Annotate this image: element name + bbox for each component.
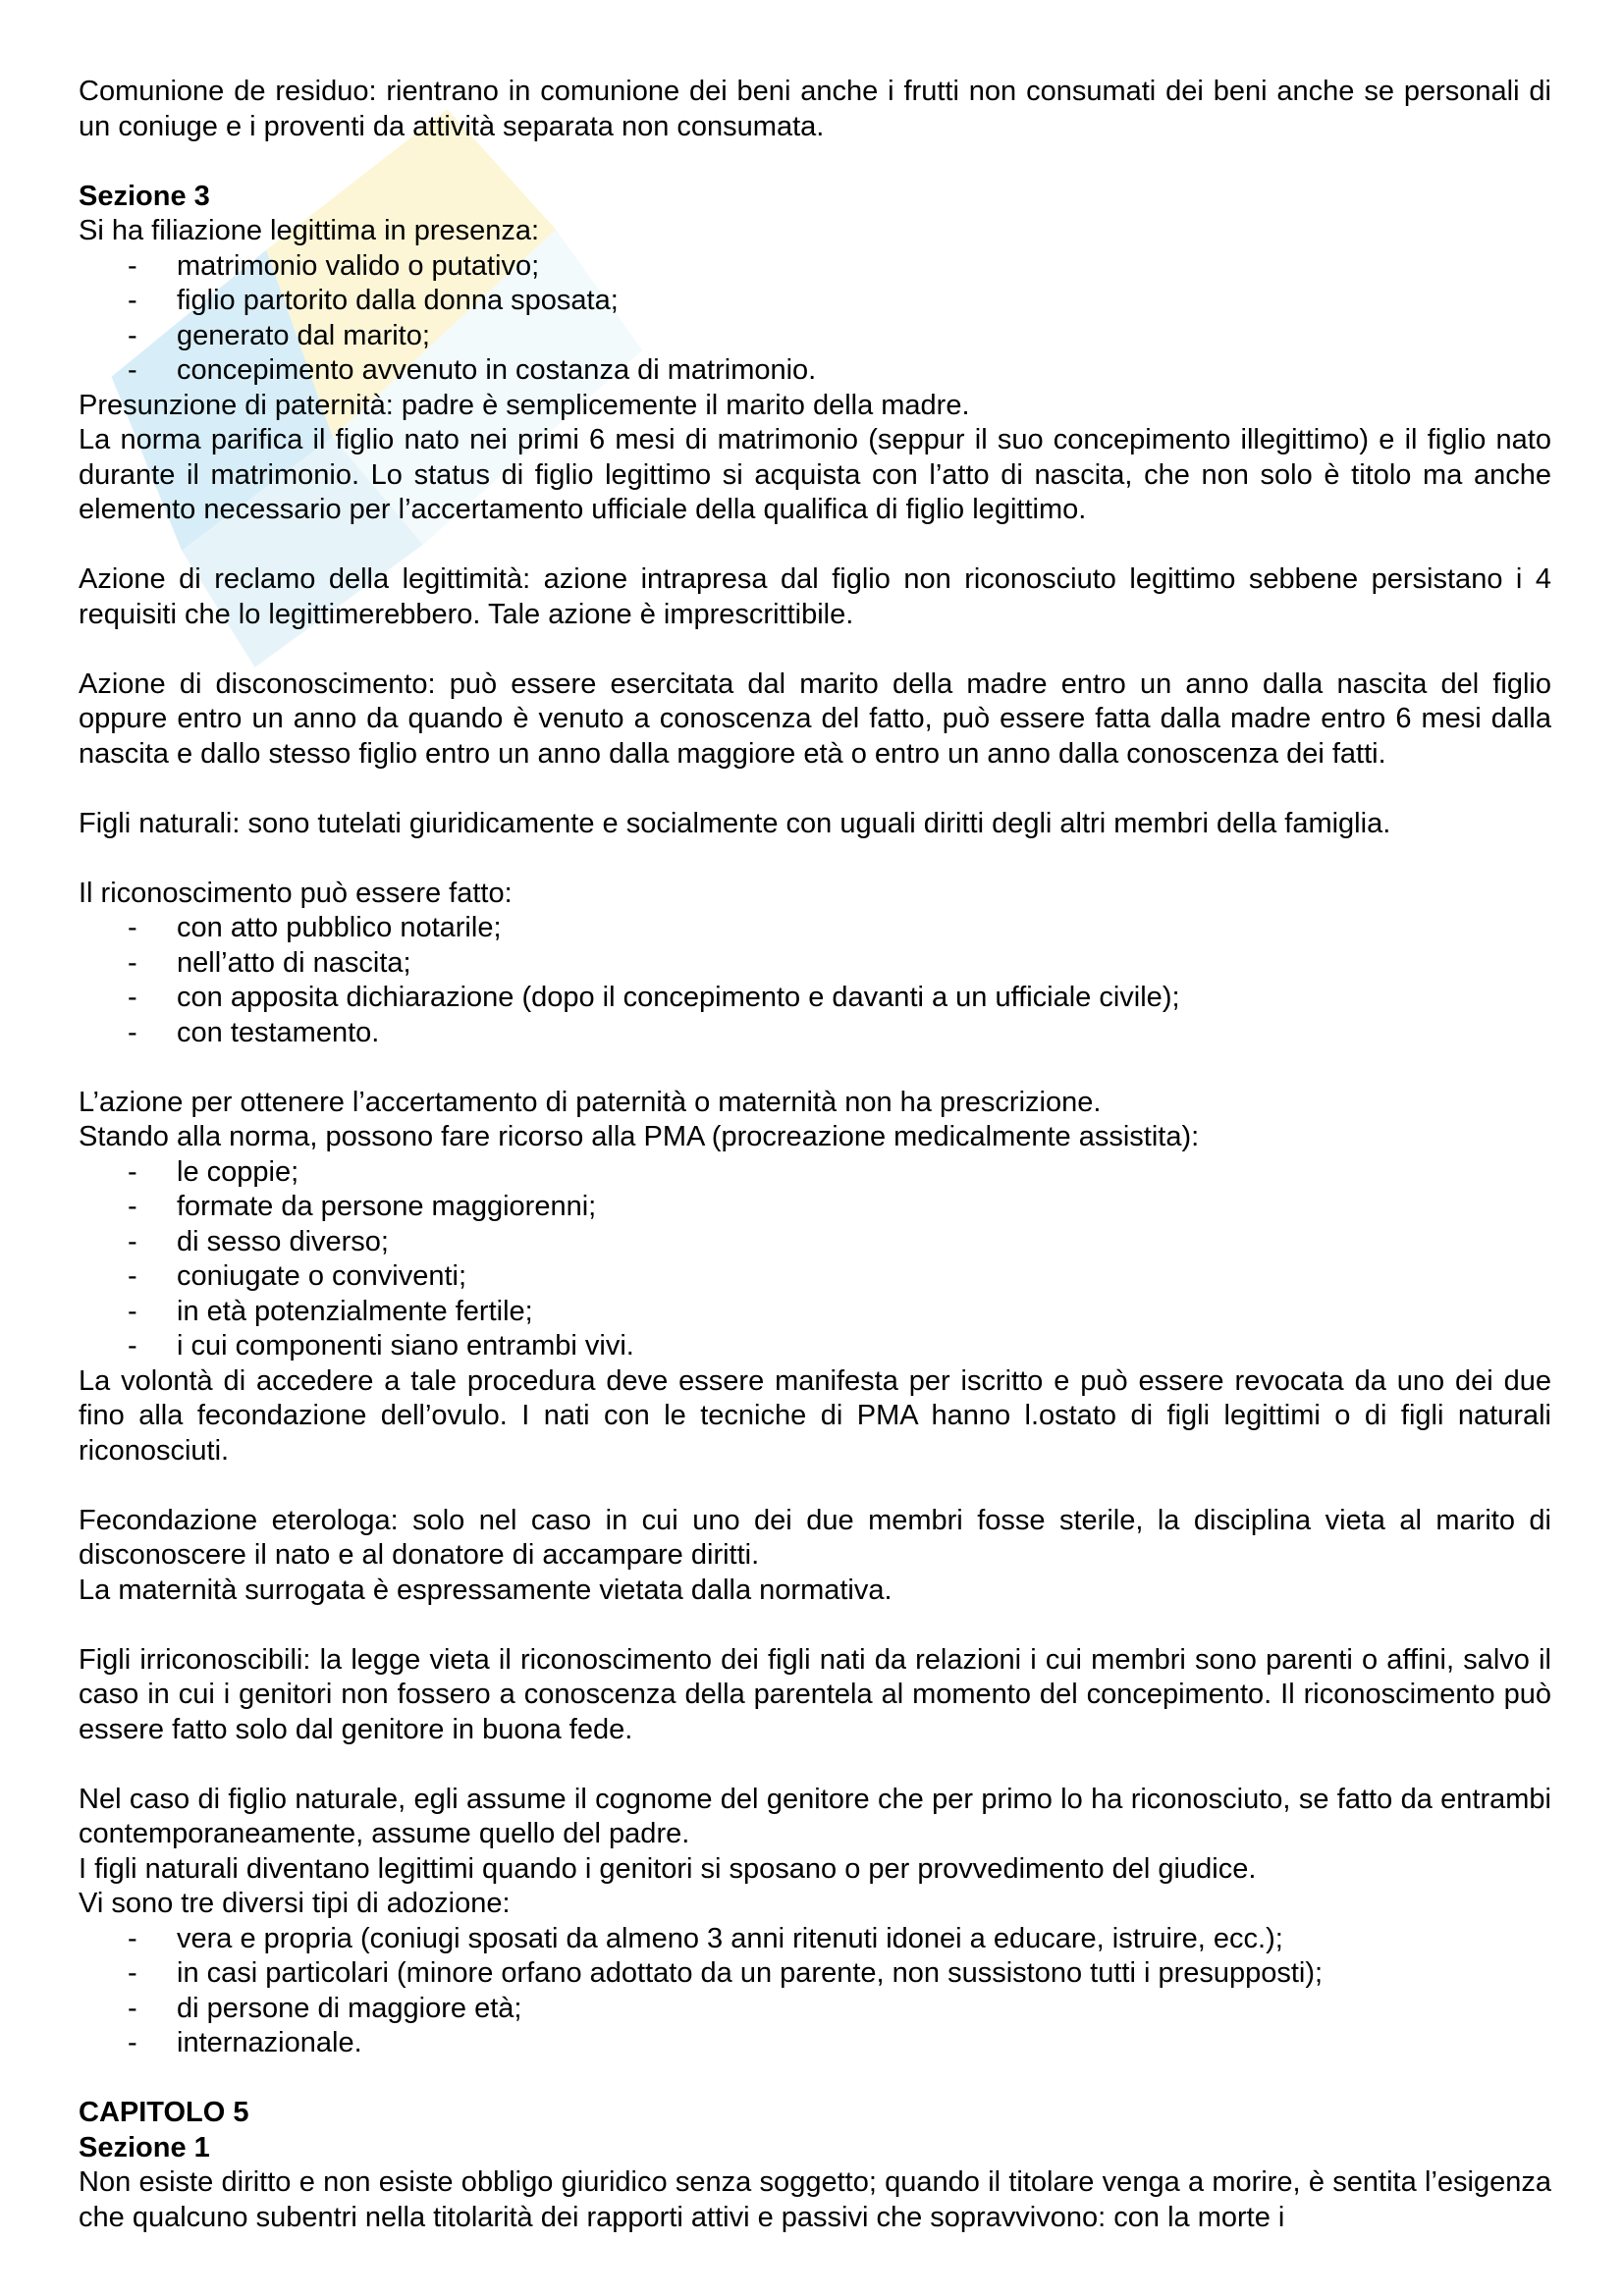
list-item: - formate da persone maggiorenni; — [128, 1191, 597, 1222]
paragraph-riconoscimento-intro: Il riconoscimento può essere fatto: — [79, 877, 513, 909]
document-page — [79, 75, 1551, 2235]
paragraph-cognome: Nel caso di figlio naturale, egli assume il cognome del genitore che per primo lo ha riconosciuto, se fatto da entrambi contemporaneamente, assume quello del padre. — [79, 1783, 1551, 1849]
list-item: - in casi particolari (minore orfano adottato da un parente, non sussistono tutti i presupposti); — [128, 1957, 1324, 1989]
paragraph-disconoscimento: Azione di disconoscimento: può essere esercitata dal marito della madre entro un anno dalla nascita del figlio oppure entro un anno da quando è venuto a conoscenza del fatto, può essere fatta dalla madre entro 6 mesi dalla nascita e dallo stesso figlio entro un anno dalla maggiore età o entro un anno dalla conoscenza dei fatti. — [79, 667, 1551, 770]
list-item: - generato dal marito; — [128, 319, 430, 351]
paragraph-eterologa: Fecondazione eterologa: solo nel caso in cui uno dei due membri fosse sterile, la disciplina vieta al marito di disconoscere il nato e al donatore di accampare diritti. — [79, 1504, 1551, 1571]
list-item: - con testamento. — [128, 1016, 380, 1048]
paragraph-irriconoscibili: Figli irriconoscibili: la legge vieta il riconoscimento dei figli nati da relazioni i cui membri sono parenti o affini, salvo il caso in cui i genitori non fossero a conoscenza della parentela al momento del concepimento. Il riconoscimento può essere fatto solo dal genitore in buona fede. — [79, 1643, 1551, 1745]
paragraph-norma: La norma parifica il figlio nato nei primi 6 mesi di matrimonio (seppur il suo concepimento illegittimo) e il figlio nato durante il matrimonio. Lo status di figlio legittimo si acquista con l’atto di nascita, che non solo è titolo ma anche elemento necessario per l’accertamento ufficiale della qualifica di figlio legittimo. — [79, 424, 1551, 525]
heading-sezione-1: Sezione 1 — [79, 2131, 210, 2163]
list-item: - figlio partorito dalla donna sposata; — [128, 285, 619, 316]
list-item: - internazionale. — [128, 2027, 362, 2058]
paragraph-azione-accertamento: L’azione per ottenere l’accertamento di paternità o maternità non ha prescrizione. — [79, 1086, 1102, 1118]
list-filiazione — [79, 249, 1551, 389]
paragraph-surrogata: La maternità surrogata è espressamente vietata dalla normativa. — [79, 1574, 893, 1606]
paragraph-reclamo: Azione di reclamo della legittimità: azione intrapresa dal figlio non riconosciuto legittimo sebbene persistano i 4 requisiti che lo legittimerebbero. Tale azione è imprescrittibile. — [79, 563, 1551, 630]
paragraph-presunzione: Presunzione di paternità: padre è semplicemente il marito della madre. — [79, 389, 970, 421]
list-item: - con atto pubblico notarile; — [128, 912, 502, 943]
list-item: - con apposita dichiarazione (dopo il concepimento e davanti a un ufficiale civile); — [128, 982, 1180, 1013]
list-item: - di persone di maggiore età; — [128, 1992, 522, 2024]
list-pma — [79, 1155, 1551, 1364]
paragraph-volonta: La volontà di accedere a tale procedura deve essere manifesta per iscritto e può essere revocata da uno dei due fino alla fecondazione dell’ovulo. I nati con le tecniche di PMA hanno l.ostato di figli legittimi o di figli naturali riconosciuti. — [79, 1364, 1551, 1467]
list-item: - nell’atto di nascita; — [128, 946, 411, 979]
paragraph-soggetto: Non esiste diritto e non esiste obbligo giuridico senza soggetto; quando il titolare venga a morire, è sentita l’esigenza che qualcuno subentri nella titolarità dei rapporti attivi e passivi che sopravvivono: con la morte i — [79, 2166, 1551, 2233]
paragraph-adozione-intro: Vi sono tre diversi tipi di adozione: — [79, 1888, 511, 1919]
heading-capitolo-5: CAPITOLO 5 — [79, 2097, 249, 2128]
paragraph-pma-intro: Stando alla norma, possono fare ricorso alla PMA (procreazione medicalmente assistita): — [79, 1121, 1200, 1152]
paragraph-figli-naturali: Figli naturali: sono tutelati giuridicamente e socialmente con uguali diritti degli altri membri della famiglia. — [79, 807, 1391, 839]
list-item: - le coppie; — [128, 1155, 299, 1188]
heading-sezione-3: Sezione 3 — [79, 180, 210, 212]
list-riconoscimento — [79, 911, 1551, 1050]
list-item: - matrimonio valido o putativo; — [128, 249, 540, 282]
list-adozione — [79, 1922, 1551, 2061]
paragraph-filiazione-intro: Si ha filiazione legittima in presenza: — [79, 215, 540, 246]
list-item: - i cui componenti siano entrambi vivi. — [128, 1330, 634, 1362]
list-item: - di sesso diverso; — [128, 1225, 389, 1257]
list-item: - in età potenzialmente fertile; — [128, 1295, 533, 1327]
list-item: - concepimento avvenuto in costanza di matrimonio. — [128, 354, 817, 386]
list-item: - coniugate o conviventi; — [128, 1260, 467, 1292]
paragraph-legittimi: I figli naturali diventano legittimi quando i genitori si sposano o per provvedimento del giudice. — [79, 1852, 1257, 1885]
paragraph-comunione: Comunione de residuo: rientrano in comunione dei beni anche i frutti non consumati dei beni anche se personali di un coniuge e i proventi da attività separata non consumata. — [79, 76, 1551, 142]
list-item: - vera e propria (coniugi sposati da almeno 3 anni ritenuti idonei a educare, istruire, ecc.); — [128, 1922, 1283, 1954]
